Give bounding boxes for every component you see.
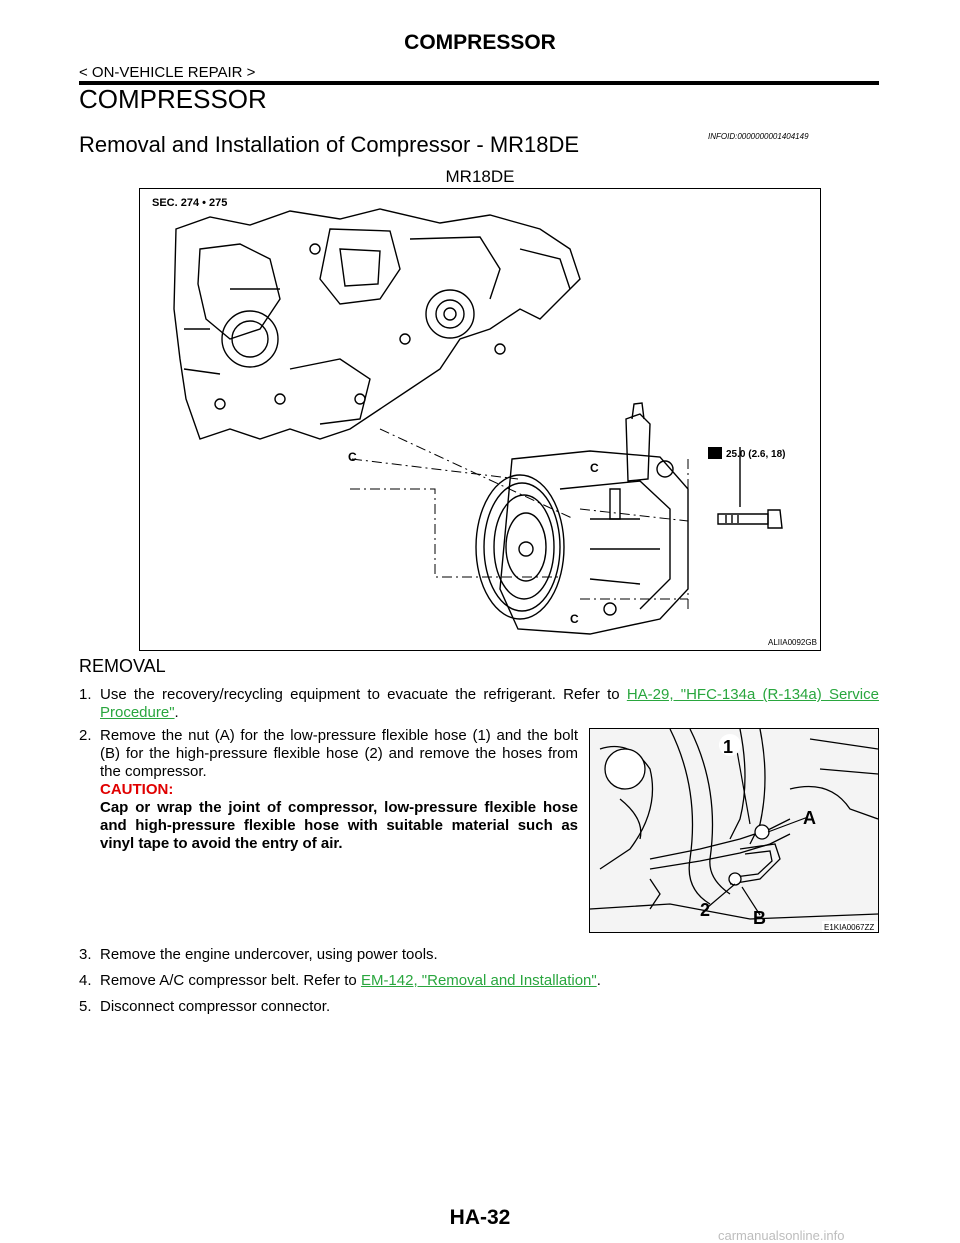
step-text: Remove the engine undercover, using power tools.	[100, 946, 438, 963]
callout-c-marks	[348, 450, 599, 626]
hose-connection-illustration	[589, 728, 879, 933]
engine-block-drawing	[174, 209, 580, 439]
step-number: 1.	[79, 686, 92, 703]
step-text: Remove the nut (A) for the low-pressure flexible hose (1) and the bolt (B) for the high-pressure flexible hose (2) and remove the hoses from the compressor.	[100, 727, 578, 780]
svg-text:C: C	[590, 461, 599, 475]
svg-text:C: C	[348, 450, 357, 464]
figure-code: ALIIA0092GB	[768, 638, 817, 647]
page-header-title: COMPRESSOR	[404, 31, 556, 54]
watermark: carmanualsonline.info	[718, 1228, 845, 1243]
figure-code: E1KIA0067ZZ	[824, 923, 875, 932]
torque-wrench-icon	[708, 447, 722, 459]
label-2: 2	[700, 900, 711, 920]
header-section-label: < ON-VEHICLE REPAIR >	[79, 64, 256, 81]
section-title: COMPRESSOR	[79, 84, 267, 114]
sec-label: SEC. 274 • 275	[152, 197, 228, 209]
subsection-title: Removal and Installation of Compressor - MR18DE	[79, 132, 580, 157]
torque-value: 25.0 (2.6, 18)	[726, 449, 786, 460]
caution-text: Cap or wrap the joint of compressor, low-pressure flexible hose and high-pressure flexible hose with suitable material such as vinyl tape to avoid the entry of air.	[100, 799, 578, 852]
step-text: Remove A/C compressor belt. Refer to	[100, 972, 361, 989]
step-number: 3.	[79, 946, 92, 963]
step-number: 5.	[79, 998, 92, 1015]
removal-heading: REMOVAL	[79, 656, 166, 676]
info-id: INFOID:0000000001404149	[708, 132, 809, 141]
page-number: HA-32	[449, 1206, 511, 1229]
step-suffix: .	[174, 704, 179, 721]
label-b: B	[753, 908, 766, 928]
reference-link-em142[interactable]: EM-142, "Removal and Installation"	[360, 972, 597, 989]
label-1: 1	[723, 737, 734, 757]
step-suffix: .	[596, 972, 601, 989]
caution-label: CAUTION:	[100, 781, 174, 798]
compressor-diagram	[139, 188, 821, 651]
step-number: 4.	[79, 972, 92, 989]
step-number: 2.	[79, 727, 92, 744]
label-a: A	[803, 808, 816, 828]
step-text: Use the recovery/recycling equipment to evacuate the refrigerant. Refer to	[100, 686, 627, 703]
svg-text:C: C	[570, 612, 579, 626]
step-text: Disconnect compressor connector.	[100, 998, 331, 1015]
reference-link-ha29[interactable]: HA-29, "HFC-134a (R-134a) Service Procedure"	[100, 686, 879, 721]
figure-caption: MR18DE	[445, 167, 515, 186]
